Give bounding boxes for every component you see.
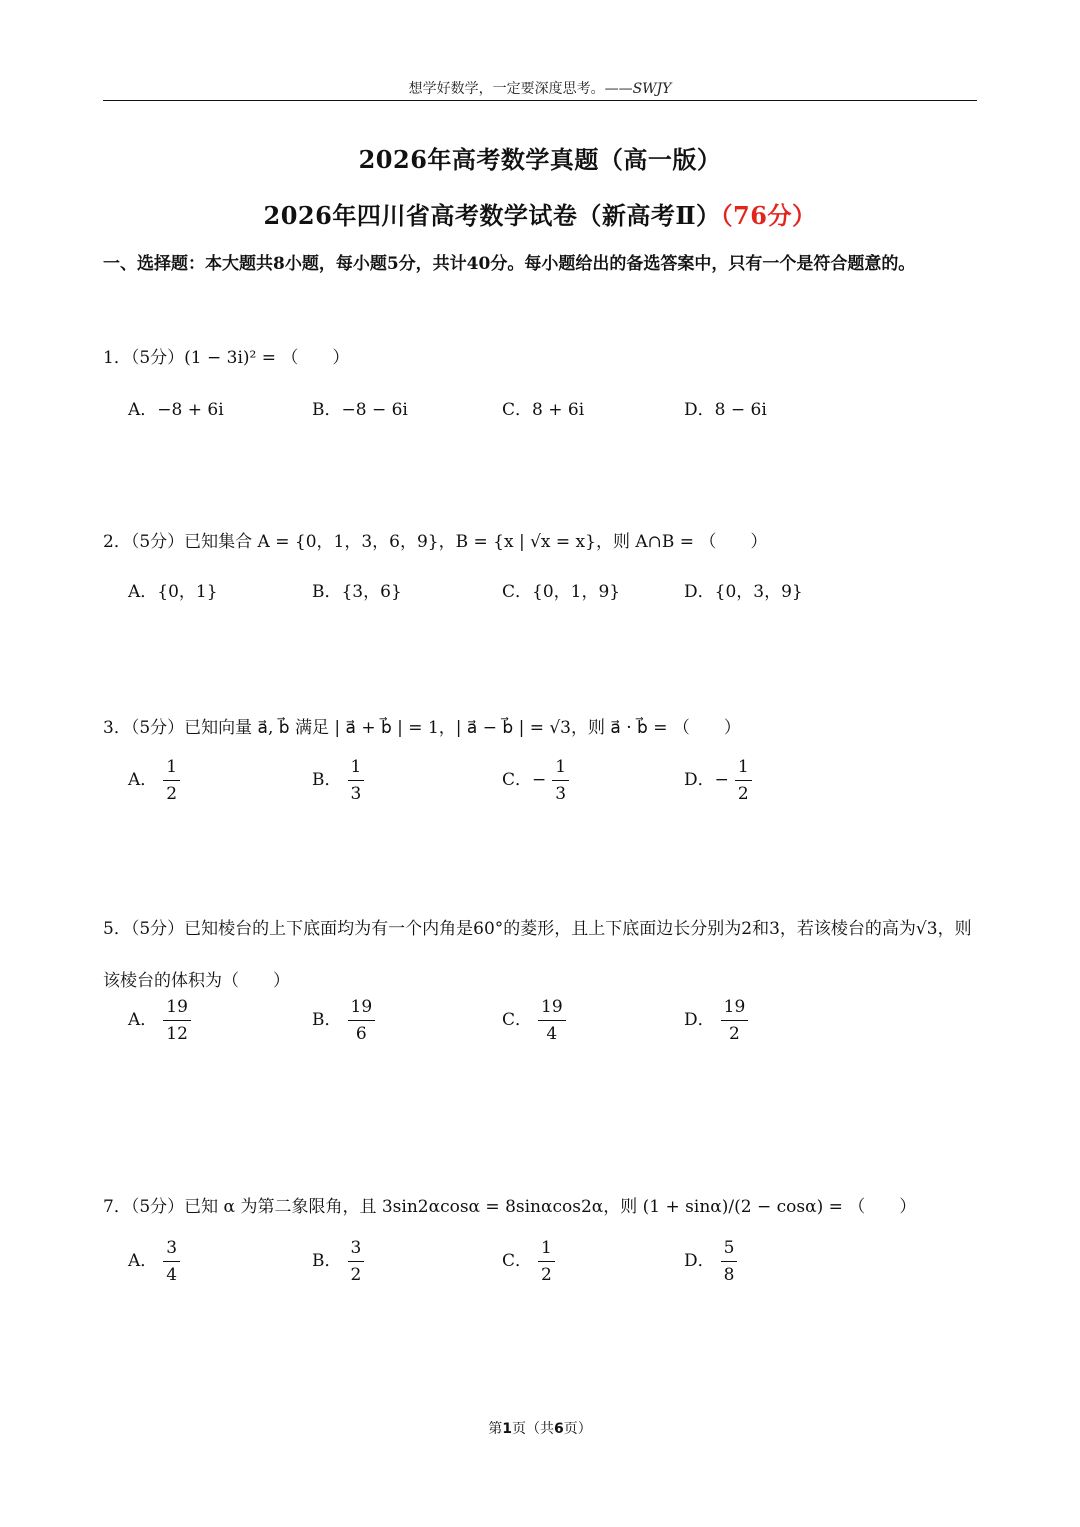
fraction [538,996,566,1045]
option-1a: A．−8 + 6i [128,400,224,420]
option-label: B． [312,1010,342,1030]
numerator: 1 [552,756,569,781]
numerator: 1 [538,1237,555,1262]
fraction [721,996,749,1045]
denominator: 4 [166,1265,178,1285]
footer-text: 页） [563,1421,592,1437]
option-1d: D．8 − 6i [684,400,767,420]
denominator: 8 [723,1265,735,1285]
option-label: C． [502,1010,533,1030]
paper-subtitle [0,196,1080,231]
question-number: 2 [103,532,114,552]
denominator: 4 [546,1024,558,1044]
denominator: 2 [350,1265,362,1285]
option-1c: C．8 + 6i [502,400,585,420]
denominator: 12 [166,1024,188,1044]
numerator: 5 [721,1237,738,1262]
fraction [552,756,569,805]
question-7: 7．（5分）已知 α 为第二象限角，且 3sin2αcosα = 8sinαcos2α，则 (1 + sinα)/(2 − cosα) = （ ） [103,1197,917,1217]
denominator: 3 [350,784,362,804]
option-label: B． [312,1251,342,1271]
option-sign: − [532,770,547,790]
question-3: 3．（5分）已知向量 a⃗, b⃗ 满足 | a⃗ + b⃗ | = 1，| a⃗ − b⃗ | = √3，则 a⃗ · b⃗ = （ ） [103,718,741,738]
option-label: C． [502,1251,533,1271]
option-3d [684,756,752,805]
numerator: 1 [735,756,752,781]
header-divider [103,100,977,101]
section-instructions: 一、选择题：本大题共8小题，每小题5分，共计40分。每小题给出的备选答案中，只有一个是符合题意的。 [103,254,916,274]
header-signature: SWJY [632,81,672,97]
question-stem: 已知集合 A = {0，1，3，6，9}，B = {x | √x = x}，则 A∩B = （ ） [184,532,768,552]
question-5: 5．（5分）已知棱台的上下底面均为有一个内角是60°的菱形，且上下底面边长分别为2和3，若该棱台的高为√3，则该棱台的体积为（ ） [103,919,972,991]
numerator: 19 [163,996,191,1021]
option-5d [684,996,748,1045]
option-label: C． [502,770,533,790]
question-score: （5分） [130,919,185,939]
fraction [348,756,365,805]
numerator: 1 [163,756,180,781]
denominator: 2 [166,784,178,804]
numerator: 1 [348,756,365,781]
subtitle-points: （76分） [720,201,817,230]
fraction [735,756,752,805]
question-score: （5分） [130,348,185,368]
option-5a [128,996,191,1045]
question-2: 2．（5分）已知集合 A = {0，1，3，6，9}，B = {x | √x = x}，则 A∩B = （ ） [103,532,768,552]
denominator: 6 [355,1024,367,1044]
fraction [721,1237,738,1286]
question-stem: 已知向量 a⃗, b⃗ 满足 | a⃗ + b⃗ | = 1，| a⃗ − b⃗ | = √3，则 a⃗ · b⃗ = （ ） [184,718,741,738]
option-3c [502,756,569,805]
denominator: 2 [737,784,749,804]
option-2b: B．{3，6} [312,582,402,602]
footer-text: 页（共 [512,1421,554,1437]
numerator: 3 [348,1237,365,1262]
option-label: D． [684,1251,715,1271]
question-number: 3 [103,718,114,738]
option-7d [684,1237,737,1286]
option-label: A． [128,1010,158,1030]
option-label: B． [312,770,342,790]
fraction [163,996,191,1045]
numerator: 19 [721,996,749,1021]
question-score: （5分） [130,718,185,738]
question-score: （5分） [130,532,185,552]
question-number: 7 [103,1197,114,1217]
question-stem: 已知 α 为第二象限角，且 3sin2αcosα = 8sinαcos2α，则 (1 + sinα)/(2 − cosα) = （ ） [184,1197,917,1217]
fraction [163,756,180,805]
question-number: 1 [103,348,114,368]
question-stem: (1 − 3i)² = （ ） [184,348,350,368]
fraction [538,1237,555,1286]
option-2c: C．{0，1，9} [502,582,621,602]
paper-title: 2026年高考数学真题（高一版） [358,145,722,174]
numerator: 19 [348,996,376,1021]
option-label: A． [128,1251,158,1271]
option-2d: D．{0，3，9} [684,582,803,602]
option-3a [128,756,180,805]
option-2a: A．{0，1} [128,582,218,602]
question-stem: 已知棱台的上下底面均为有一个内角是60°的菱形，且上下底面边长分别为2和3，若该棱台的高为√3，则该棱台的体积为（ ） [103,919,972,991]
page-number: 1 [502,1421,512,1437]
question-1: 1．（5分）(1 − 3i)² = （ ） [103,348,350,368]
subtitle-main: 2026年四川省高考数学试卷（新高考Ⅱ） [263,201,721,230]
fraction [348,1237,365,1286]
fraction [163,1237,180,1286]
denominator: 2 [541,1265,552,1285]
option-label: A． [128,770,158,790]
numerator: 3 [163,1237,180,1262]
option-1b: B．−8 − 6i [312,400,408,420]
page-footer [0,1418,1080,1438]
question-number: 5 [103,919,114,939]
option-3b [312,756,364,805]
numerator: 19 [538,996,566,1021]
denominator: 2 [729,1024,740,1044]
header-motto: 想学好数学，一定要深度思考。—— [408,81,633,97]
question-score: （5分） [130,1197,185,1217]
option-7c [502,1237,555,1286]
option-sign: − [714,770,729,790]
page-header [0,78,1080,98]
option-7b [312,1237,364,1286]
footer-text: 第 [488,1421,503,1437]
option-5b [312,996,375,1045]
page-total: 6 [554,1421,564,1437]
denominator: 3 [555,784,567,804]
fraction [348,996,376,1045]
option-label: D． [684,770,715,790]
option-label: D． [684,1010,715,1030]
option-7a [128,1237,180,1286]
option-5c [502,996,566,1045]
